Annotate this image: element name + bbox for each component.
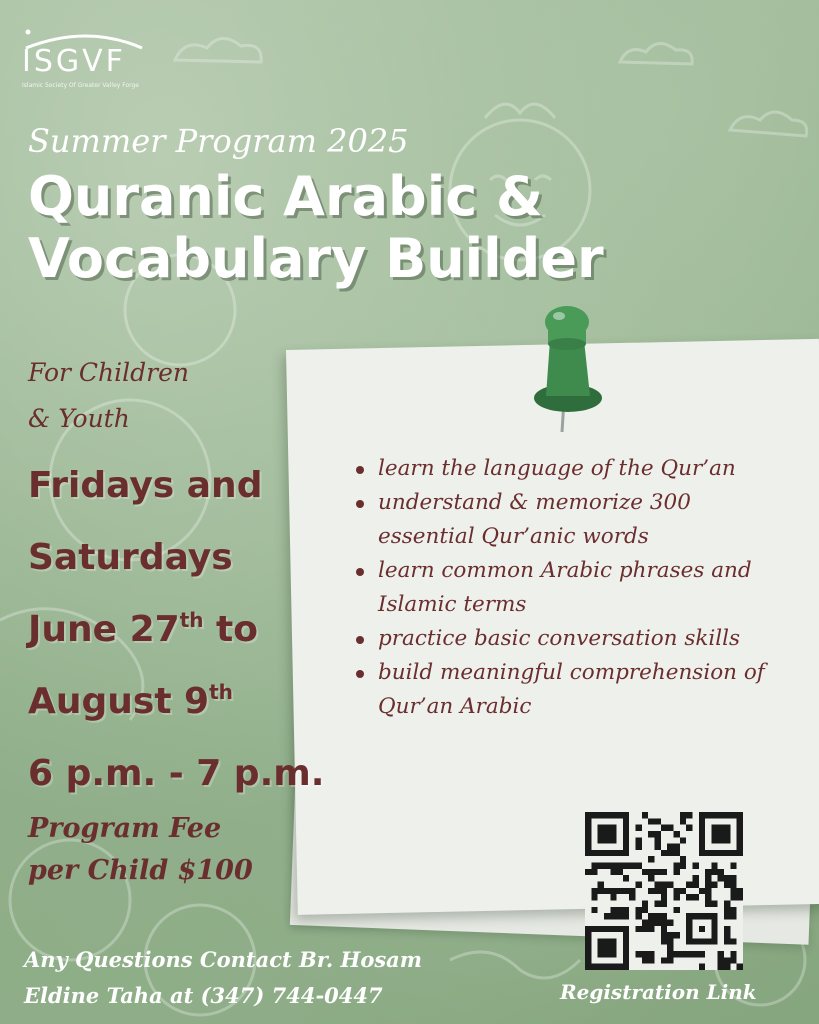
- logo-tagline: Islamic Society Of Greater Valley Forge: [22, 82, 139, 89]
- schedule-days-line-2: Saturdays: [28, 537, 233, 578]
- registration-link[interactable]: Registration Link: [560, 980, 757, 1004]
- audience-line-1: For Children: [28, 358, 189, 387]
- schedule-days-line-1: Fridays and: [28, 465, 263, 506]
- feature-item: practice basic conversation skills: [352, 622, 792, 656]
- schedule-start-date: [28, 594, 324, 666]
- contact-info: [24, 942, 422, 1014]
- end-date-text: August 9: [28, 681, 210, 722]
- title-line-1: Quranic Arabic &: [28, 165, 544, 228]
- program-subtitle: Summer Program 2025: [28, 122, 409, 160]
- start-date-text: June 27: [28, 609, 180, 650]
- feature-item: learn the language of the Qur’an: [352, 452, 792, 486]
- title-line-2: Vocabulary Builder: [28, 227, 604, 290]
- contact-line-2: Eldine Taha at (347) 744-0447: [24, 983, 383, 1008]
- qr-code-icon[interactable]: [585, 812, 743, 970]
- feature-item: understand & memorize 300 essential Qur’anic words: [352, 486, 792, 554]
- isgvf-logo: [22, 26, 152, 96]
- schedule-block: [28, 450, 324, 810]
- fee-line-1: Program Fee: [28, 813, 222, 844]
- contact-line-1: Any Questions Contact Br. Hosam: [24, 947, 423, 972]
- thumbtack-icon: [528, 300, 608, 440]
- logo-name: ISGVF: [22, 44, 126, 79]
- feature-item: build meaningful comprehension of Qur’an Arabic: [352, 656, 792, 724]
- feature-list: [352, 452, 792, 724]
- to-text: to: [203, 609, 258, 650]
- audience-line-2: & Youth: [28, 404, 130, 433]
- schedule-time: 6 p.m. - 7 p.m.: [28, 753, 325, 794]
- schedule-end-date: [28, 666, 324, 738]
- fee-line-2: per Child $100: [28, 855, 253, 886]
- start-date-suffix: th: [179, 608, 204, 632]
- program-title: [28, 166, 604, 290]
- end-date-suffix: th: [209, 680, 233, 704]
- feature-item: learn common Arabic phrases and Islamic terms: [352, 554, 792, 622]
- audience-text: [28, 350, 189, 442]
- program-fee: [28, 808, 253, 892]
